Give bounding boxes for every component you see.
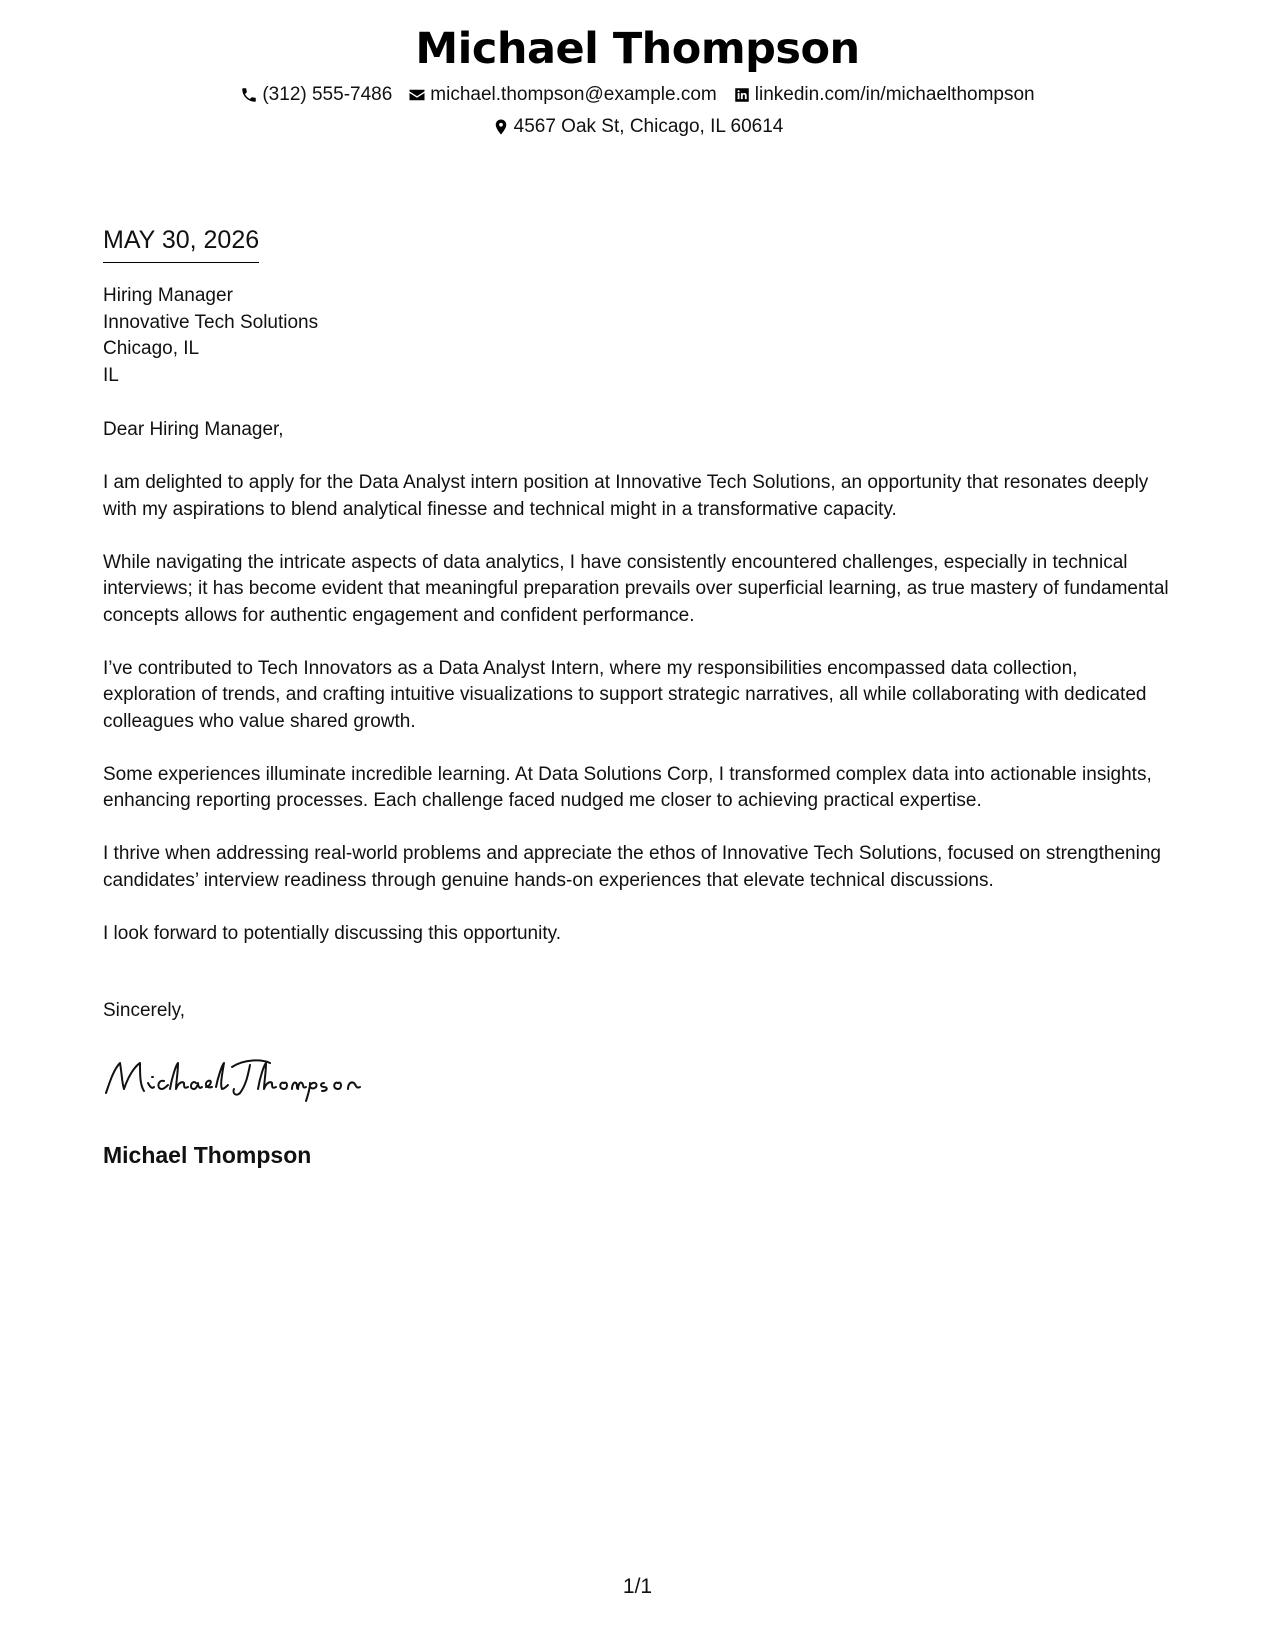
signer-name: Michael Thompson bbox=[103, 1142, 312, 1168]
body-paragraph: Some experiences illuminate incredible learning. At Data Solutions Corp, I transformed complex data into actionable insights, enhancing reporting processes. Each challenge faced nudged me closer to achieving practical expertise. bbox=[103, 763, 1152, 811]
phone-number: (312) 555-7486 bbox=[262, 84, 393, 105]
body-paragraph: I’ve contributed to Tech Innovators as a Data Analyst Intern, where my responsibilities encompassed data collection, exploration of trends, and crafting intuitive visualizations to support strategic narratives, all while collaborating with dedicated colleagues who value shared growth. bbox=[103, 657, 1147, 732]
applicant-name: Michael Thompson bbox=[415, 24, 860, 74]
contact-phone bbox=[240, 82, 392, 108]
contact-address bbox=[492, 114, 784, 140]
recipient-title: Hiring Manager bbox=[103, 285, 233, 306]
contact-linkedin bbox=[733, 82, 1035, 108]
handwritten-signature bbox=[100, 1053, 370, 1103]
email-address: michael.thompson@example.com bbox=[430, 84, 717, 105]
phone-icon bbox=[240, 86, 258, 104]
recipient-state: IL bbox=[103, 364, 119, 386]
body-paragraph: I look forward to potentially discussing this opportunity. bbox=[103, 922, 561, 944]
linkedin-icon bbox=[733, 86, 751, 104]
recipient-company: Innovative Tech Solutions bbox=[103, 311, 319, 333]
contact-row-address bbox=[0, 114, 1275, 140]
letter-date: MAY 30, 2026 bbox=[103, 224, 259, 263]
map-marker-icon bbox=[492, 118, 510, 136]
letter-header bbox=[0, 22, 1275, 140]
envelope-icon bbox=[408, 86, 426, 104]
body-paragraph: While navigating the intricate aspects of data analytics, I have consistently encountered challenges, especially in technical interviews; it has become evident that meaningful preparation prevails over superficial learning, as true mastery of fundamental concepts allows for authentic engagement and confident performance. bbox=[103, 551, 1169, 626]
recipient-block bbox=[103, 283, 318, 389]
linkedin-url: linkedin.com/in/michaelthompson bbox=[754, 84, 1035, 105]
contact-row-primary bbox=[0, 82, 1275, 108]
contact-email bbox=[408, 82, 716, 108]
page-number: 1/1 bbox=[622, 1575, 653, 1598]
body-paragraph: I am delighted to apply for the Data Analyst intern position at Innovative Tech Solutions, an opportunity that resonates deeply with my aspirations to blend analytical finesse and technical might in a transformative capacity. bbox=[103, 472, 1149, 520]
closing: Sincerely, bbox=[103, 1000, 186, 1021]
recipient-city: Chicago, IL bbox=[103, 338, 200, 359]
salutation: Dear Hiring Manager, bbox=[103, 419, 284, 440]
street-address: 4567 Oak St, Chicago, IL 60614 bbox=[513, 116, 784, 137]
body-paragraph: I thrive when addressing real-world problems and appreciate the ethos of Innovative Tech Solutions, focused on strengthening candidates’ interview readiness through genuine hands-on experiences that elevate technical discussions. bbox=[103, 843, 1161, 891]
letter-body bbox=[103, 417, 1173, 974]
